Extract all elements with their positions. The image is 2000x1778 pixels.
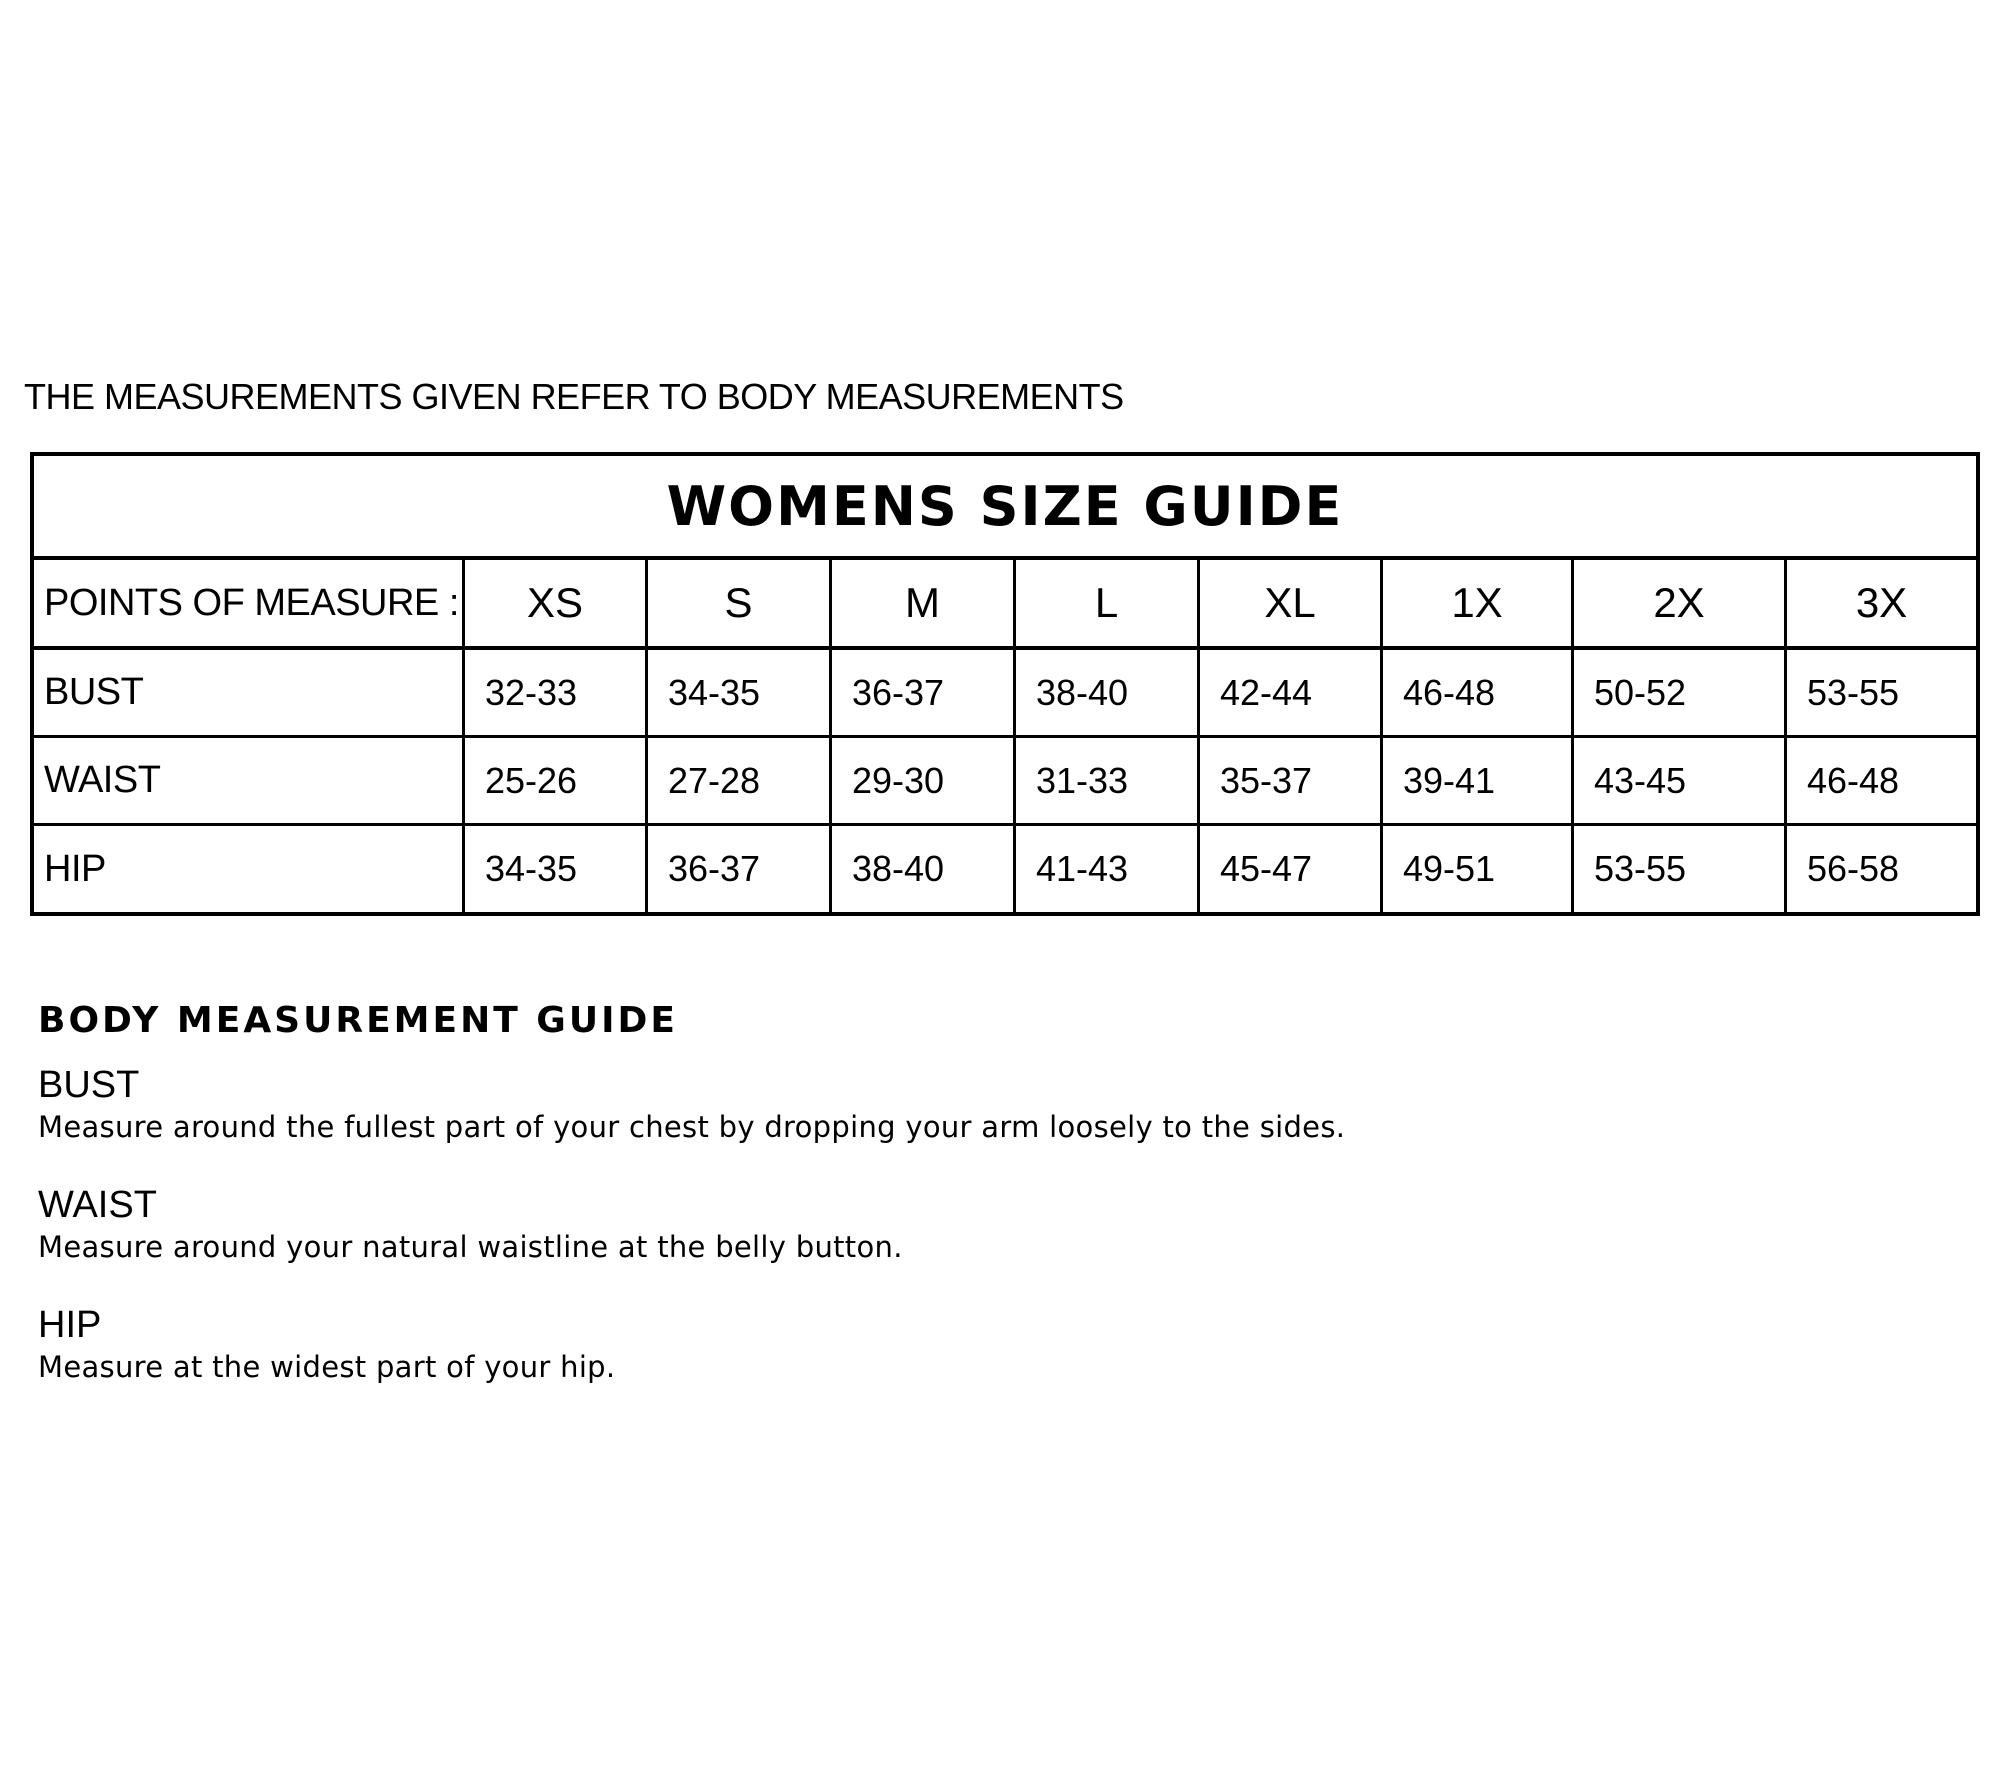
- body-measurement-guide: [38, 1000, 1345, 1423]
- table-cell: 41-43: [1036, 848, 1129, 889]
- table-cell: 53-55: [1807, 671, 1900, 713]
- guide-item-waist: [38, 1183, 1345, 1267]
- column-divider: [829, 560, 832, 912]
- guide-item-description: Measure around your natural waistline at the belly button.: [38, 1230, 903, 1264]
- size-header-3x: 3X: [1855, 579, 1908, 626]
- guide-item-bust: [38, 1063, 1345, 1147]
- size-header-s: S: [724, 579, 753, 626]
- row-label-waist: WAIST: [44, 759, 161, 801]
- column-divider: [462, 560, 465, 912]
- table-cell: 38-40: [852, 848, 945, 889]
- table-cell: 39-41: [1403, 759, 1496, 801]
- guide-item-title: WAIST: [38, 1184, 157, 1226]
- row-label-hip: HIP: [44, 847, 106, 890]
- size-header-1x: 1X: [1451, 579, 1503, 626]
- table-cell: 34-35: [668, 671, 761, 713]
- table-cell: 46-48: [1807, 759, 1900, 801]
- table-cell: 42-44: [1220, 671, 1313, 713]
- table-cell: 50-52: [1594, 671, 1687, 713]
- table-cell: 36-37: [852, 671, 945, 713]
- guide-item-title: BUST: [38, 1064, 140, 1106]
- table-cell: 49-51: [1403, 848, 1496, 889]
- column-divider: [1197, 560, 1200, 912]
- intro-text: THE MEASUREMENTS GIVEN REFER TO BODY MEASUREMENTS: [24, 376, 1124, 417]
- table-row-hip: [34, 826, 1976, 912]
- guide-heading: BODY MEASUREMENT GUIDE: [38, 1000, 678, 1041]
- size-table-title-row: [34, 456, 1976, 560]
- size-header-2x: 2X: [1653, 579, 1705, 626]
- column-divider: [645, 560, 648, 912]
- size-header-xs: XS: [526, 579, 584, 626]
- column-divider: [1380, 560, 1383, 912]
- table-cell: 38-40: [1036, 671, 1129, 713]
- size-table-header-row: [34, 560, 1976, 650]
- guide-item-description: Measure at the widest part of your hip.: [38, 1350, 616, 1384]
- table-cell: 29-30: [852, 759, 945, 801]
- table-cell: 34-35: [485, 848, 578, 889]
- row-label-bust: BUST: [44, 671, 144, 713]
- table-cell: 32-33: [485, 671, 578, 713]
- table-cell: 35-37: [1220, 759, 1313, 801]
- table-row-bust: [34, 650, 1976, 738]
- guide-item-description: Measure around the fullest part of your chest by dropping your arm loosely to the sides.: [38, 1110, 1346, 1144]
- size-header-l: L: [1094, 579, 1119, 626]
- size-table-grid: [34, 560, 1976, 912]
- table-cell: 25-26: [485, 759, 578, 801]
- column-divider: [1784, 560, 1787, 912]
- table-cell: 31-33: [1036, 759, 1129, 801]
- table-cell: 36-37: [668, 848, 761, 889]
- table-cell: 53-55: [1594, 848, 1687, 889]
- table-cell: 56-58: [1807, 848, 1900, 889]
- column-divider: [1013, 560, 1016, 912]
- size-header-m: M: [905, 579, 940, 626]
- table-cell: 45-47: [1220, 848, 1313, 889]
- column-divider: [1571, 560, 1574, 912]
- points-of-measure-label: POINTS OF MEASURE :: [44, 581, 459, 624]
- table-row-waist: [34, 738, 1976, 826]
- guide-item-title: HIP: [38, 1304, 102, 1346]
- size-header-xl: XL: [1264, 579, 1316, 626]
- size-table-title: WOMENS SIZE GUIDE: [666, 474, 1344, 538]
- table-cell: 27-28: [668, 759, 761, 801]
- table-cell: 43-45: [1594, 759, 1687, 801]
- womens-size-table: [30, 452, 1980, 916]
- table-cell: 46-48: [1403, 671, 1496, 713]
- guide-item-hip: [38, 1303, 1345, 1387]
